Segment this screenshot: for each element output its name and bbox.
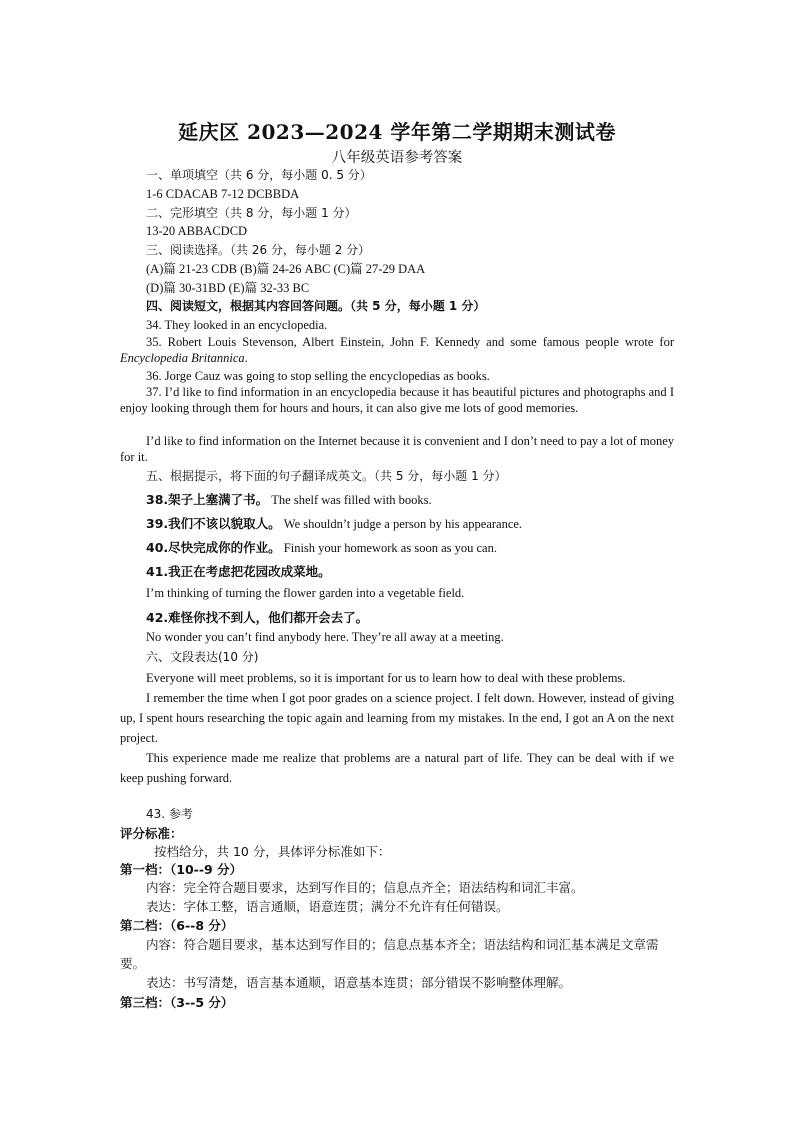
answer-37-paragraph-1: 37. I’d like to find information in an encyclopedia because it has beautiful pictures and photographs and I enjoy looking through them for hours and hours, it can also give me lots of good memories. — [120, 385, 674, 415]
section-2-answers: 13-20 ABBACDCD — [146, 224, 248, 238]
section-5-heading: 五、根据提示，将下面的句子翻译成英文。（共 5 分，每小题 1 分） — [146, 469, 507, 483]
tier-2-heading: 第二档：（6--8 分） — [120, 918, 234, 933]
translation-41-answer: I’m thinking of turning the flower garden into a vegetable field. — [146, 586, 465, 600]
translation-38-prompt: 38.架子上塞满了书。 — [146, 492, 269, 507]
section-1-answers: 1-6 CDACAB 7-12 DCBBDA — [146, 187, 300, 201]
writing-paragraph-2: I remember the time when I got poor grades on a science project. I felt down. However, instead of giving up, I spent hours researching the topic again and learning from my mistakes. In the end, I got an A on the next project. — [120, 691, 674, 745]
page-subtitle: 八年级英语参考答案 — [331, 150, 463, 166]
translation-40-prompt: 40.尽快完成你的作业。 — [146, 540, 281, 555]
answer-34: 34. They looked in an encyclopedia. — [146, 318, 328, 332]
answer-37-paragraph-2: I’d like to find information on the Internet because it is convenient and I don’t need to pay a lot of money for it. — [120, 434, 674, 464]
tier-2-expression: 表达：书写清楚，语言基本通顺，语意基本连贯；部分错误不影响整体理解。 — [146, 975, 572, 990]
rubric-heading: 评分标准： — [120, 826, 183, 841]
section-3-answers-line-2: (D)篇 30-31BD (E)篇 32-33 BC — [146, 281, 310, 295]
tier-2-content: 内容：符合题目要求，基本达到写作目的；信息点基本齐全；语法结构和词汇基本满足文章需要。 — [120, 937, 659, 971]
translation-39-answer: We shouldn’t judge a person by his appearance. — [283, 517, 523, 531]
tier-1-heading: 第一档：（10--9 分） — [120, 862, 243, 877]
translation-38-answer: The shelf was filled with books. — [271, 493, 432, 507]
answer-35-italic: Encyclopedia Britannica — [120, 351, 245, 365]
translation-38 — [146, 490, 432, 508]
page-title: 延庆区 2023—2024 学年第二学期期末测试卷 — [178, 120, 616, 144]
translation-39 — [146, 514, 522, 532]
tier-1-expression: 表达：字体工整，语言通顺，语意连贯；满分不允许有任何错误。 — [146, 899, 509, 914]
translation-41-prompt: 41.我正在考虑把花园改成菜地。 — [146, 564, 331, 579]
answer-35 — [120, 334, 674, 366]
translation-42-prompt-line — [146, 608, 368, 626]
section-3-answers-line-1: (A)篇 21-23 CDB (B)篇 24-26 ABC (C)篇 27-29 DAA — [146, 262, 426, 276]
translation-42-answer: No wonder you can’t find anybody here. They’re all away at a meeting. — [146, 630, 504, 644]
translation-41-prompt-line — [146, 562, 331, 580]
answer-35-text: 35. Robert Louis Stevenson, Albert Einstein, John F. Kennedy and some famous people wrote for — [146, 335, 674, 349]
section-3-heading: 三、阅读选择。（共 26 分，每小题 2 分） — [146, 243, 371, 257]
section-4-heading: 四、阅读短文，根据其内容回答问题。（共 5 分，每小题 1 分） — [146, 299, 486, 313]
section-1-heading: 一、单项填空（共 6 分，每小题 0. 5 分） — [146, 168, 372, 182]
writing-paragraph-1: Everyone will meet problems, so it is important for us to learn how to deal with these problems. — [146, 671, 626, 685]
answer-35-end: . — [244, 351, 248, 365]
reference-label: 43. 参考 — [146, 807, 193, 821]
translation-40 — [146, 538, 497, 556]
rubric-intro: 按档给分，共 10 分，具体评分标准如下： — [154, 844, 391, 859]
answer-36: 36. Jorge Cauz was going to stop selling the encyclopedias as books. — [146, 369, 490, 383]
section-2-heading: 二、完形填空（共 8 分，每小题 1 分） — [146, 206, 357, 220]
translation-39-prompt: 39.我们不该以貌取人。 — [146, 516, 281, 531]
translation-40-answer: Finish your homework as soon as you can. — [283, 541, 497, 555]
tier-3-heading: 第三档：（3--5 分） — [120, 995, 234, 1010]
translation-42-prompt: 42.难怪你找不到人，他们都开会去了。 — [146, 610, 369, 625]
section-6-heading: 六、文段表达(10 分) — [146, 650, 259, 664]
tier-1-content: 内容：完全符合题目要求，达到写作目的；信息点齐全；语法结构和词汇丰富。 — [146, 880, 584, 895]
writing-paragraph-3: This experience made me realize that problems are a natural part of life. They can be deal with if we keep pushing forward. — [120, 751, 674, 785]
